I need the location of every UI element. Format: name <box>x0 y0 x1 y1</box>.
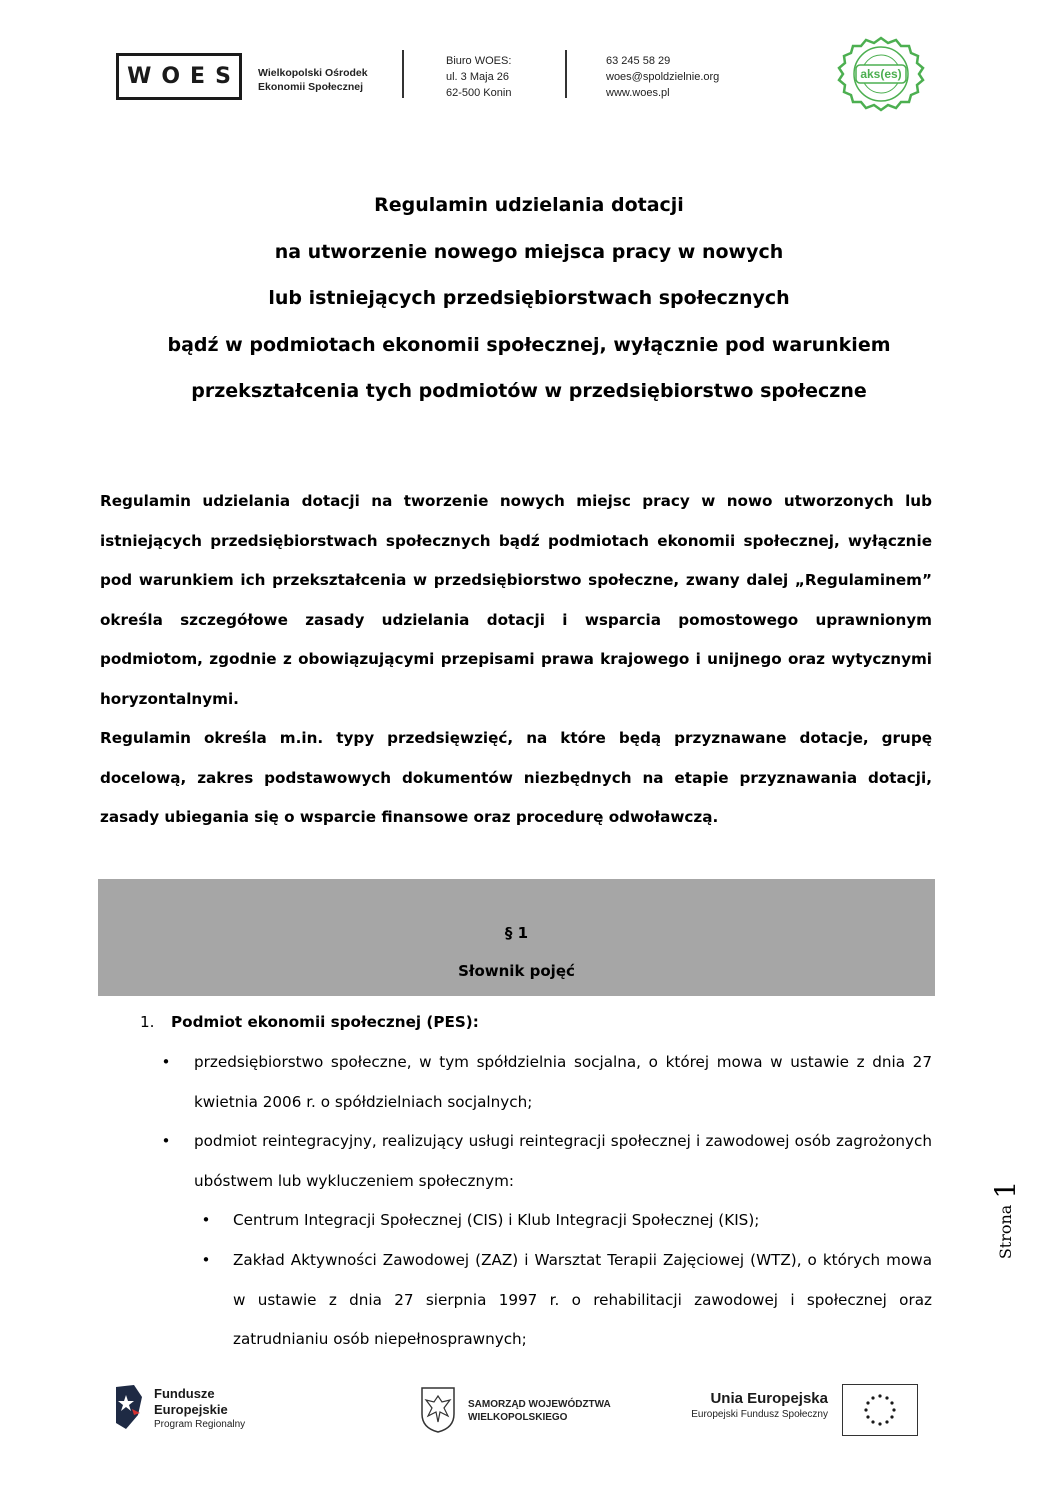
fe-line1: Fundusze <box>154 1386 215 1401</box>
fundusze-europejskie-logo-icon <box>112 1383 146 1433</box>
header-divider <box>565 50 567 98</box>
bullet-icon: • <box>161 1132 171 1150</box>
list-bullet: podmiot reintegracyjny, realizujący usługi reintegracji społecznej i zawodowej osób zagrożonych ubóstwem lub wykluczeniem społecznym: <box>194 1132 932 1190</box>
intro-text <box>100 482 932 838</box>
office-line3: 62-500 Konin <box>446 87 512 99</box>
office-line1: Biuro WOES: <box>446 55 512 67</box>
title-line: Regulamin udzielania dotacji <box>374 194 684 216</box>
contact-info <box>606 53 719 101</box>
akses-quality-badge <box>822 34 940 114</box>
org-name-line2: Ekonomii Społecznej <box>258 81 364 93</box>
title-line: bądź w podmiotach ekonomii społecznej, wyłącznie pod warunkiem <box>167 333 891 356</box>
intro-paragraph-1: Regulamin udzielania dotacji na tworzenie nowych miejsc pracy w nowo utworzonych lub istniejących przedsiębiorstwach społecznych bądź podmiotach ekonomii społecznej, wyłącznie pod warunkiem ich przekształcenia w przedsiębiorstwo społeczne, zwany dalej „Regulaminem” określa szczegółowe zasady udzielania dotacji i wsparcia pomostowego uprawnionym podmiotom, zgodnie z obowiązującymi przepisami prawa krajowego i unijnego oraz wytycznymi horyzontalnymi. <box>100 492 932 708</box>
title-line: przekształcenia tych podmiotów w przedsiębiorstwo społeczne <box>191 380 867 402</box>
eu-flag-icon <box>842 1384 918 1436</box>
org-name <box>258 66 368 94</box>
ue-line2: Europejski Fundusz Społeczny <box>691 1409 828 1420</box>
sw-label <box>468 1398 611 1424</box>
list-sub-bullet: Zakład Aktywności Zawodowej (ZAZ) i Warsztat Terapii Zajęciowej (WTZ), o których mowa w ustawie z dnia 27 sierpnia 1997 r. o rehabilitacji zawodowej i społecznej oraz zatrudnianiu osób niepełnosprawnych; <box>233 1251 932 1348</box>
list-bullet: przedsiębiorstwo społeczne, w tym spółdzielnia socjalna, o której mowa w ustawie z dnia 27 kwietnia 2006 r. o spółdzielniach socjalnych; <box>194 1053 932 1111</box>
document-title <box>60 182 998 415</box>
title-line: lub istniejących przedsiębiorstwach społecznych <box>268 287 790 309</box>
fe-line2: Europejskie <box>154 1402 228 1417</box>
intro-paragraph-2: Regulamin określa m.in. typy przedsięwzięć, na które będą przyznawane dotacje, grupę docelową, zakres podstawowych dokumentów niezbędnych na etapie przyznawania dotacji, zasady ubiegania się o wsparcie finansowe oraz procedurę odwoławczą. <box>100 729 932 826</box>
ue-label <box>670 1390 828 1421</box>
section-number: § 1 <box>504 924 529 942</box>
header-divider <box>402 50 404 98</box>
woes-logo <box>116 53 242 100</box>
wielkopolska-eagle-emblem-icon <box>418 1384 458 1434</box>
list-item-number: 1. <box>140 1013 155 1031</box>
title-line: na utworzenie nowego miejsca pracy w nowych <box>274 240 784 263</box>
list-sub-bullet: Centrum Integracji Społecznej (CIS) i Klub Integracji Społecznej (KIS); <box>233 1211 760 1229</box>
fe-line3: Program Regionalny <box>154 1419 246 1430</box>
sw-line2: WIELKOPOLSKIEGO <box>468 1412 568 1423</box>
page-label-number: 1 <box>988 1180 1022 1199</box>
contact-phone: 63 245 58 29 <box>606 55 671 67</box>
contact-email[interactable]: woes@spoldzielnie.org <box>606 71 720 83</box>
ue-line1: Unia Europejska <box>710 1390 828 1407</box>
sub-bullet-icon: • <box>201 1211 211 1229</box>
sub-bullet-icon: • <box>201 1251 211 1269</box>
section-name: Słownik pojęć <box>458 962 575 980</box>
akses-badge-text: aks(es) <box>860 67 902 81</box>
office-line2: ul. 3 Maja 26 <box>446 71 509 83</box>
page-label-word: Strona <box>995 1204 1015 1260</box>
list-item-title: Podmiot ekonomii społecznej (PES): <box>171 1013 479 1031</box>
office-address <box>446 53 511 101</box>
fe-label <box>154 1386 245 1431</box>
sw-line1: SAMORZĄD WOJEWÓDZTWA <box>468 1399 611 1410</box>
section-header <box>98 879 935 996</box>
org-name-line1: Wielkopolski Ośrodek <box>258 67 368 79</box>
contact-website[interactable]: www.woes.pl <box>606 87 670 99</box>
woes-logo-text: WOES <box>127 64 241 89</box>
page-number-label <box>965 1180 1045 1260</box>
bullet-icon: • <box>161 1053 171 1071</box>
